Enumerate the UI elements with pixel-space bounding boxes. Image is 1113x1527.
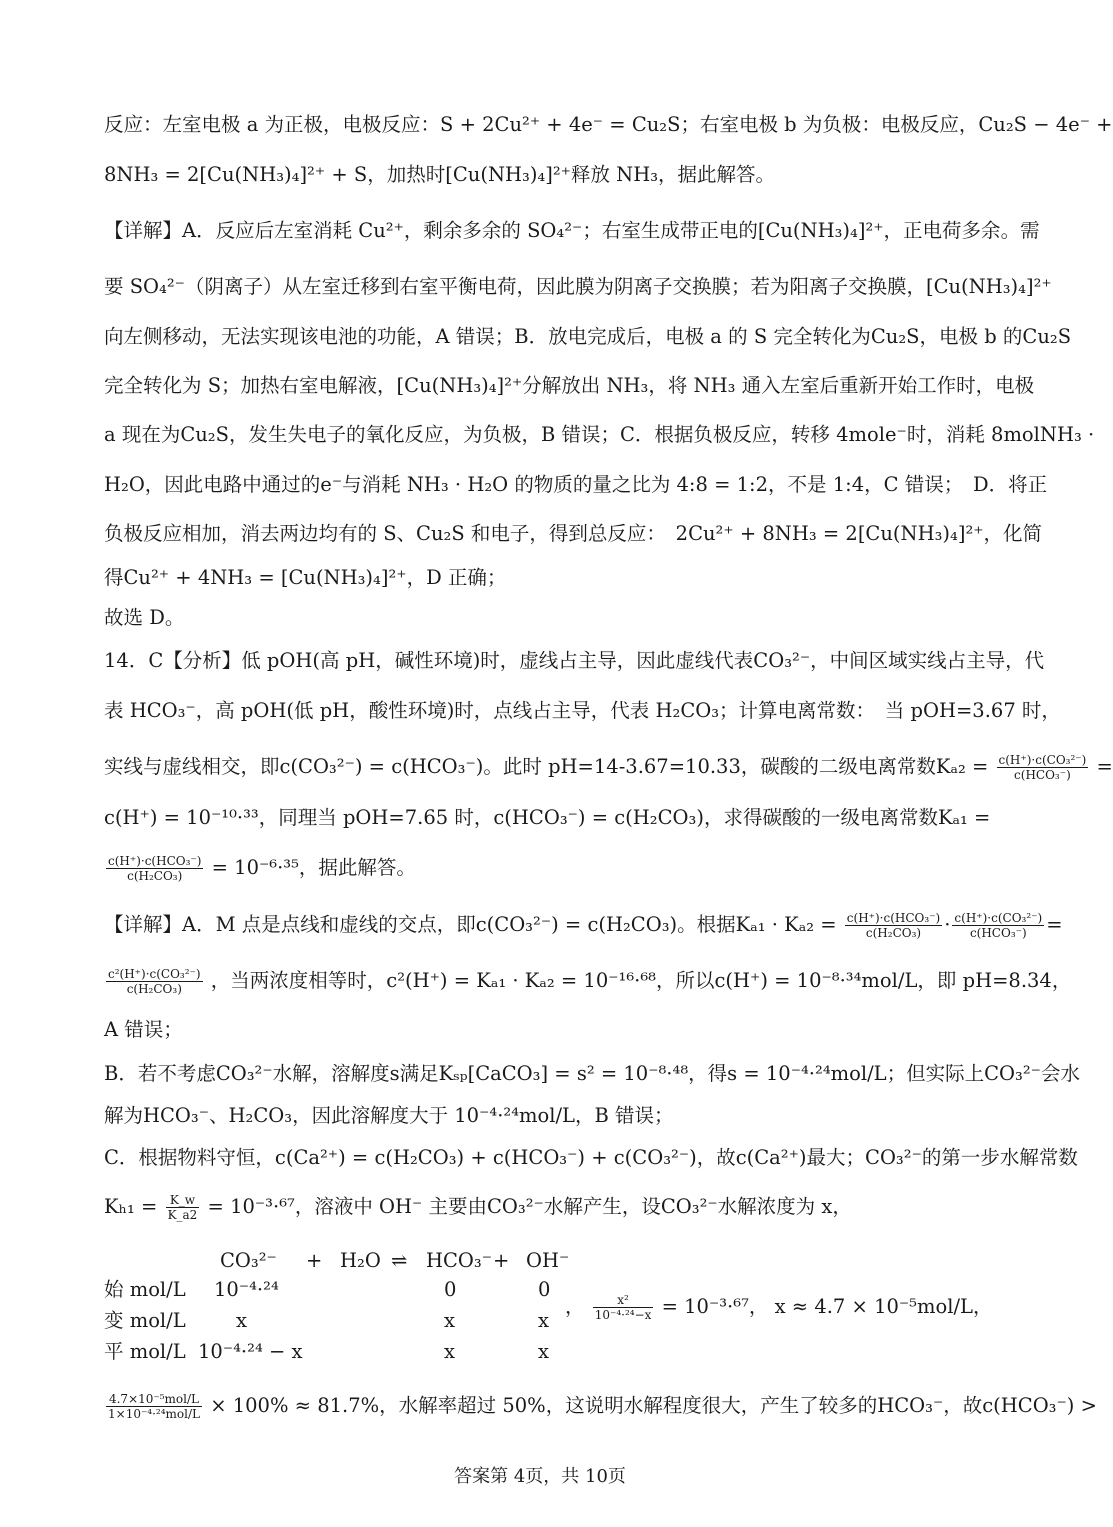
text-segment: = 10⁻⁶·³⁵，据此解答。 [211,856,416,879]
fraction-numerator: K_w [166,1193,200,1208]
text-segment: ，当两浓度相等时，c²(H⁺) = Kₐ₁ · Kₐ₂ = 10⁻¹⁶·⁶⁸，所以c(H⁺) = 10⁻⁸·³⁴mol/L，即 pH=8.34， [210,969,1072,992]
table-cell: x [538,1340,549,1363]
text-segment: = 10⁻³·⁶⁷， x ≈ 4.7 × 10⁻⁵mol/L， [661,1295,993,1318]
text-segment: 实线与虚线相交，即c(CO₃²⁻) = c(HCO₃⁻)。此时 pH=14-3.67=10.33，碳酸的二级电离常数Kₐ₂ = [104,755,989,778]
fraction-denominator: c(H₂CO₃) [126,982,182,996]
fraction-numerator: 4.7×10⁻⁵mol/L [106,1392,202,1407]
text-segment: = 10⁻³·⁶⁷，溶液中 OH⁻ 主要由CO₃²⁻水解产生，设CO₃²⁻水解浓度为 x， [207,1195,852,1218]
text-line: H₂O，因此电路中通过的e⁻与消耗 NH₃ · H₂O 的物质的量之比为 4:8 = 1:2，不是 1:4，C 错误； D．将正 [104,473,1048,496]
text-line: 【详解】A．M 点是点线和虚线的交点，即c(CO₃²⁻) = c(H₂CO₃)。根据Kₐ₁ · Kₐ₂ = $\frac{\text{c(H⁺)·c(HCO₃⁻)}}{\text{c(H₂CO₃)}}$ · $\frac{\text{c(H⁺)·c(CO₃²⁻)}}{\text{c(HCO₃⁻)}}$ = [104,911,1063,940]
table-header: CO₃²⁻ [220,1249,277,1272]
table-header: OH⁻ [526,1249,570,1272]
fraction-numerator: c(H⁺)·c(HCO₃⁻) [846,911,941,925]
text-line: 负极反应相加，消去两边均有的 S、Cu₂S 和电子，得到总反应： 2Cu²⁺ + 8NH₃ = 2[Cu(NH₃)₄]²⁺，化简 [104,522,1043,545]
text-segment: 【详解】A．M 点是点线和虚线的交点，即c(CO₃²⁻) = c(H₂CO₃)。根据Kₐ₁ · Kₐ₂ = [104,913,837,936]
table-header: H₂O [340,1249,381,1272]
fraction-numerator: c(H⁺)·c(CO₃²⁻) [954,911,1043,925]
table-cell: x [236,1309,247,1332]
text-line: a 现在为Cu₂S，发生失电子的氧化反应，为负极，B 错误；C．根据负极反应，转移 4mole⁻时，消耗 8molNH₃ · [104,423,1095,446]
fraction-numerator: c(H⁺)·c(HCO₃⁻) [108,854,202,868]
text-line: 【详解】A．反应后左室消耗 Cu²⁺，剩余多余的 SO₄²⁻；右室生成带正电的[Cu(NH₃)₄]²⁺，正电荷多余。需 [104,219,1040,242]
text-segment: ， [565,1295,585,1318]
fraction [952,911,1044,940]
text-line: A 错误； [104,1018,183,1041]
text-line: C．根据物料守恒，c(Ca²⁺) = c(H₂CO₃) + c(HCO₃⁻) + c(CO₃²⁻)，故c(Ca²⁺)最大；CO₃²⁻的第一步水解常数 [104,1146,1078,1169]
text-line: 向左侧移动，无法实现该电池的功能，A 错误；B．放电完成后，电极 a 的 S 完全转化为Cu₂S，电极 b 的Cu₂S [104,325,1072,348]
text-segment: Kₕ₁ = [104,1195,158,1218]
table-cell: x [444,1340,455,1363]
table-cell: 0 [444,1278,457,1301]
table-header: + [493,1249,510,1272]
fraction-denominator: 10⁻⁴·²⁴−x [594,1308,652,1322]
fraction-denominator: c(HCO₃⁻) [1014,768,1071,782]
table-header: ⇌ [391,1249,408,1272]
text-line: 表 HCO₃⁻，高 pOH(低 pH，酸性环境)时，点线占主导，代表 H₂CO₃；计算电离常数： 当 pOH=3.67 时， [104,699,1061,722]
text-segment: × 100% ≈ 81.7%，水解率超过 50%，这说明水解程度很大，产生了较多的HCO₃⁻，故c(HCO₃⁻) > [210,1394,1097,1417]
fraction-denominator: c(HCO₃⁻) [969,926,1027,940]
fraction-denominator: c(H₂CO₃) [865,926,922,940]
fraction [106,967,203,996]
table-cell: 0 [538,1278,551,1301]
table-header: HCO₃⁻ [426,1249,493,1272]
table-row-label: 平 mol/L [104,1340,186,1363]
table-cell: 10⁻⁴·²⁴ − x [198,1340,303,1363]
fraction-denominator: 1×10⁻⁴·²⁴mol/L [108,1407,200,1421]
fraction [106,1392,202,1421]
fraction-kh [166,1193,200,1222]
table-row-label: 变 mol/L [104,1309,186,1332]
text-line: 得Cu²⁺ + 4NH₃ = [Cu(NH₃)₄]²⁺，D 正确； [104,566,507,589]
text-line: 反应：左室电极 a 为正极，电极反应：S + 2Cu²⁺ + 4e⁻ = Cu₂S；右室电极 b 为负极：电极反应，Cu₂S − 4e⁻ + [104,113,1113,136]
text-line [104,1192,980,1222]
table-cell: x [538,1309,549,1332]
text-line: 要 SO₄²⁻（阴离子）从左室迁移到右室平衡电荷，因此膜为阴离子交换膜；若为阳离子交换膜，[Cu(NH₃)₄]²⁺ [104,275,1052,298]
fraction-denominator: K_a2 [167,1208,198,1222]
text-line [104,966,1072,996]
table-cell: 10⁻⁴·²⁴ [214,1278,279,1301]
text-line: 14．C【分析】低 pOH(高 pH，碱性环境)时，虚线占主导，因此虚线代表CO₃²⁻，中间区域实线占主导，代 [104,649,1045,672]
table-header: + [306,1249,323,1272]
text-line: 实线与虚线相交，即c(CO₃²⁻) = c(HCO₃⁻)。此时 pH=14-3.67=10.33，碳酸的二级电离常数Kₐ₂ = $\frac{\text{c(H⁺)·c(CO₃²⁻)}}{\text{c(HCO₃⁻)}}$ = [104,753,1113,782]
text-line: c(H⁺) = 10⁻¹⁰·³³，同理当 pOH=7.65 时，c(HCO₃⁻) = c(H₂CO₃)，求得碳酸的一级电离常数Kₐ₁ = [104,806,991,829]
page-footer: 答案第 4页，共 10页 [454,1466,626,1487]
text-line: B．若不考虑CO₃²⁻水解，溶解度s满足Kₛₚ[CaCO₃] = s² = 10⁻⁸·⁴⁸，得s = 10⁻⁴·²⁴mol/L；但实际上CO₃²⁻会水 [104,1062,1080,1085]
fraction [845,911,942,940]
fraction-ka1 [106,854,203,883]
table-side-note [565,1292,992,1322]
table-row-label: 始 mol/L [104,1278,186,1301]
table-cell: x [444,1309,455,1332]
text-line [104,1391,1097,1421]
fraction-ka2 [997,753,1089,782]
fraction-numerator: x² [593,1293,654,1308]
fraction-numerator: c²(H⁺)·c(CO₃²⁻) [108,967,201,981]
text-line: 故选 D。 [104,606,185,629]
fraction-numerator: c(H⁺)·c(CO₃²⁻) [998,753,1087,767]
text-line: 完全转化为 S；加热右室电解液，[Cu(NH₃)₄]²⁺分解放出 NH₃，将 NH₃ 通入左室后重新开始工作时，电极 [104,374,1035,397]
fraction [593,1293,654,1322]
text-line: 8NH₃ = 2[Cu(NH₃)₄]²⁺ + S，加热时[Cu(NH₃)₄]²⁺释放 NH₃，据此解答。 [104,163,776,186]
fraction-denominator: c(H₂CO₃) [127,869,183,883]
text-line: 解为HCO₃⁻、H₂CO₃，因此溶解度大于 10⁻⁴·²⁴mol/L，B 错误； [104,1104,674,1127]
text-line [104,853,980,883]
